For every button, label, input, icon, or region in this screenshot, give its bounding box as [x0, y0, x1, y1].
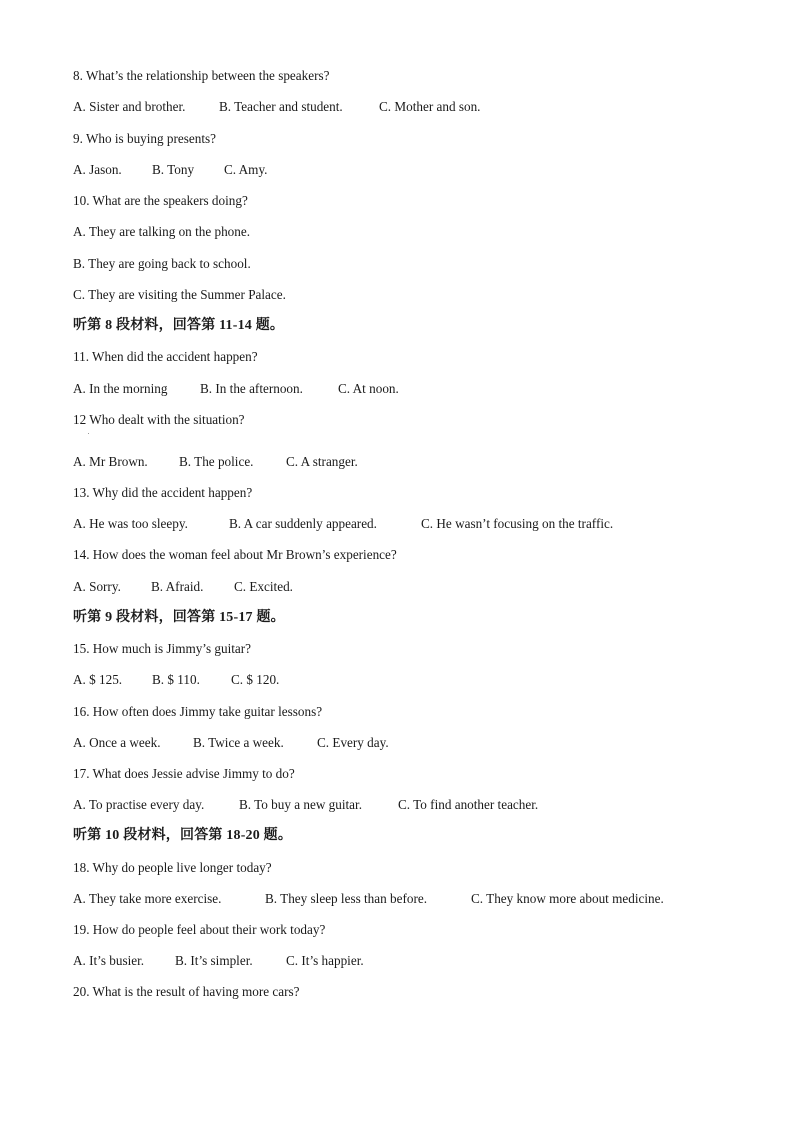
option-19c: C. It’s happier.: [286, 953, 364, 968]
option-14a: A. Sorry.: [73, 579, 121, 594]
question-14: 14. How does the woman feel about Mr Brown’s experience?: [73, 547, 397, 562]
option-16c: C. Every day.: [317, 735, 389, 750]
option-13c: C. He wasn’t focusing on the traffic.: [421, 516, 614, 531]
option-12c: C. A stranger.: [286, 454, 358, 469]
question-12: 12 Who dealt with the situation?: [73, 412, 245, 427]
question-15: 15. How much is Jimmy’s guitar?: [73, 641, 252, 656]
question-18: 18. Why do people live longer today?: [73, 860, 272, 875]
option-17a: A. To practise every day.: [73, 797, 205, 812]
option-8a: A. Sister and brother.: [73, 99, 186, 114]
question-10: 10. What are the speakers doing?: [73, 193, 248, 208]
option-14c: C. Excited.: [234, 579, 293, 594]
option-9c: C. Amy.: [224, 162, 268, 177]
option-13a: A. He was too sleepy.: [73, 516, 188, 531]
option-11b: B. In the afternoon.: [200, 381, 303, 396]
option-10b: B. They are going back to school.: [73, 256, 251, 271]
option-15b: B. $ 110.: [152, 672, 200, 687]
section-heading-8: 听第 8 段材料，回答第 11-14 题。: [73, 318, 285, 333]
stray-dot: [88, 433, 89, 434]
section-heading-10: 听第 10 段材料，回答第 18-20 题。: [73, 828, 293, 843]
option-12a: A. Mr Brown.: [73, 454, 148, 469]
question-18-options: [73, 891, 664, 907]
question-16-options: [73, 735, 389, 751]
option-17c: C. To find another teacher.: [398, 797, 539, 812]
section-heading-9: 听第 9 段材料，回答第 15-17 题。: [73, 610, 285, 625]
question-8-options: [73, 99, 481, 115]
question-17-options: [73, 797, 539, 813]
option-11c: C. At noon.: [338, 381, 399, 396]
question-19-options: [73, 953, 364, 969]
option-17b: B. To buy a new guitar.: [239, 797, 362, 812]
question-14-options: [73, 579, 293, 595]
option-14b: B. Afraid.: [151, 579, 204, 594]
option-8c: C. Mother and son.: [379, 99, 481, 114]
question-20: 20. What is the result of having more cars?: [73, 984, 300, 999]
question-13-options: [73, 516, 614, 532]
question-12-options: [73, 454, 358, 470]
question-16: 16. How often does Jimmy take guitar lessons?: [73, 704, 323, 719]
option-9b: B. Tony: [152, 162, 195, 177]
option-10a: A. They are talking on the phone.: [73, 224, 251, 239]
question-9: 9. Who is buying presents?: [73, 131, 216, 146]
option-13b: B. A car suddenly appeared.: [229, 516, 377, 531]
question-8: 8. What’s the relationship between the speakers?: [73, 68, 330, 83]
option-16b: B. Twice a week.: [193, 735, 284, 750]
option-18b: B. They sleep less than before.: [265, 891, 427, 906]
question-15-options: [73, 672, 280, 688]
option-18a: A. They take more exercise.: [73, 891, 222, 906]
option-9a: A. Jason.: [73, 162, 122, 177]
question-11: 11. When did the accident happen?: [73, 349, 258, 364]
option-8b: B. Teacher and student.: [219, 99, 343, 114]
option-11a: A. In the morning: [73, 381, 168, 396]
option-15a: A. $ 125.: [73, 672, 123, 687]
option-16a: A. Once a week.: [73, 735, 161, 750]
question-17: 17. What does Jessie advise Jimmy to do?: [73, 766, 295, 781]
question-11-options: [73, 381, 399, 397]
question-19: 19. How do people feel about their work today?: [73, 922, 326, 937]
option-12b: B. The police.: [179, 454, 254, 469]
question-13: 13. Why did the accident happen?: [73, 485, 253, 500]
option-19a: A. It’s busier.: [73, 953, 145, 968]
option-15c: C. $ 120.: [231, 672, 280, 687]
option-10c: C. They are visiting the Summer Palace.: [73, 287, 286, 302]
option-18c: C. They know more about medicine.: [471, 891, 664, 906]
question-9-options: [73, 162, 268, 178]
option-19b: B. It’s simpler.: [175, 953, 253, 968]
